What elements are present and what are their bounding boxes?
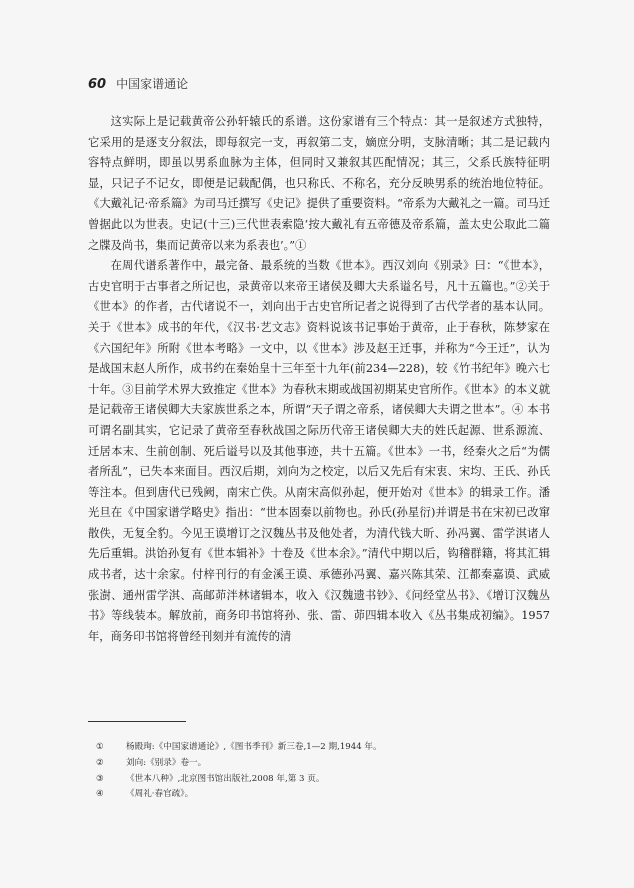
footnote bbox=[88, 740, 550, 756]
body-text bbox=[88, 112, 550, 647]
footnote-mark: ③ bbox=[96, 773, 104, 784]
footnote bbox=[88, 787, 550, 803]
footnote-divider bbox=[88, 721, 186, 722]
footnote-text: 杨殿珣:《中国家谱通论》,《图书季刊》新三卷,1—2 期,1944 年。 bbox=[126, 742, 382, 752]
footnote-mark: ① bbox=[96, 742, 104, 752]
page-header bbox=[88, 75, 188, 95]
running-title: 中国家谱通论 bbox=[116, 77, 189, 91]
footnote bbox=[88, 772, 550, 788]
paragraph: 这实际上是记载黄帝公孙轩辕氏的系谱。这份家谱有三个特点：其一是叙述方式独特，它采用的是逐支分叙法，即每叙完一支，再叙第二支，嫡庶分明，支脉清晰；其二是记载内容特点鲜明，即虽以男系血脉为主体，但同时又兼叙其匹配情况；其三，父系氏族特征明显，只记子不记女，即便是记载配偶，也只称氏、不称名，充分反映男系的统治地位特征。《大戴礼记·帝系篇》为司马迁撰写《史记》提供了重要资料。“帝系为大戴礼之一篇。司马迁曾据此以为世表。史记(十三)三代世表索隐‘按大戴礼有五帝德及帝系篇，盖太史公取此二篇之牒及尚书，集而记黄帝以来为系表也’。”① bbox=[88, 115, 550, 252]
footnote-mark: ② bbox=[96, 757, 104, 768]
footnotes bbox=[88, 740, 550, 803]
footnote-text: 《周礼·春官疏》。 bbox=[126, 789, 194, 800]
footnote-text: 《世本八种》,北京图书馆出版社,2008 年,第 3 页。 bbox=[126, 773, 325, 784]
paragraph: 在周代谱系著作中，最完备、最系统的当数《世本》。西汉刘向《别录》曰：“《世本》，古史官明于古事者之所记也，录黄帝以来帝王诸侯及卿大夫系谥名号，凡十五篇也。”②关于《世本》的作者，古代诸说不一，刘向出于古史官所记者之说得到了古代学者的基本认同。关于《世本》成书的年代，《汉书·艺文志》资料说该书记事始于黄帝，止于春秋，陈梦家在《六国纪年》所附《世本考略》一文中，以《世本》涉及赵王迁事，并称为“今王迁”，认为是战国末赵人所作，成书约在秦始皇十三年至十九年(前234—228)，较《竹书纪年》晚六七十年。③目前学术界大致推定《世本》为春秋末期或战国初期某史官所作。《世本》的本义就是记载帝王诸侯卿大夫家族世系之本，所谓“天子谓之帝系，诸侯卿大夫谓之世本”。④ 本书可谓名副其实，它记录了黄帝至春秋战国之际历代帝王诸侯卿大夫的姓氏起源、世系源流、迁居本末、生前创制、死后谥号以及其他事迹，共十五篇。《世本》一书，经秦火之后“为儒者所乱”，已失本来面目。西汉后期，刘向为之校定，以后又先后有宋衷、宋均、王氏、孙氏等注本。但到唐代已残阙，南宋亡佚。从南宋高似孙起，便开始对《世本》的辑录工作。潘光旦在《中国家谱学略史》指出：“世本固秦以前物也。孙氏(孙星衍)并谓是书在宋初已改窜散佚，无复全豹。今见王谟增订之汉魏丛书及他处者，为清代钱大昕、孙冯翼、雷学淇诸人先后重辑。洪饴孙复有《世本辑补》十卷及《世本余》。”清代中期以后，钩稽群籍，将其汇辑成书者，达十余家。付梓刊行的有金溪王谟、承德孙冯翼、嘉兴陈其荣、江都秦嘉谟、武威张澍、通州雷学淇、高邮茆泮林诸辑本，收入《汉魏遗书钞》、《问经堂丛书》、《增订汉魏丛书》等线装本。解放前，商务印书馆将孙、张、雷、茆四辑本收入《丛书集成初编》。1957 年，商务印书馆将曾经刊刻并有流传的清 bbox=[88, 259, 550, 643]
page-number: 60 bbox=[88, 77, 107, 92]
footnote-mark: ④ bbox=[96, 789, 104, 800]
footnote bbox=[88, 756, 550, 772]
footnote-text: 刘向:《别录》卷一。 bbox=[126, 757, 207, 768]
